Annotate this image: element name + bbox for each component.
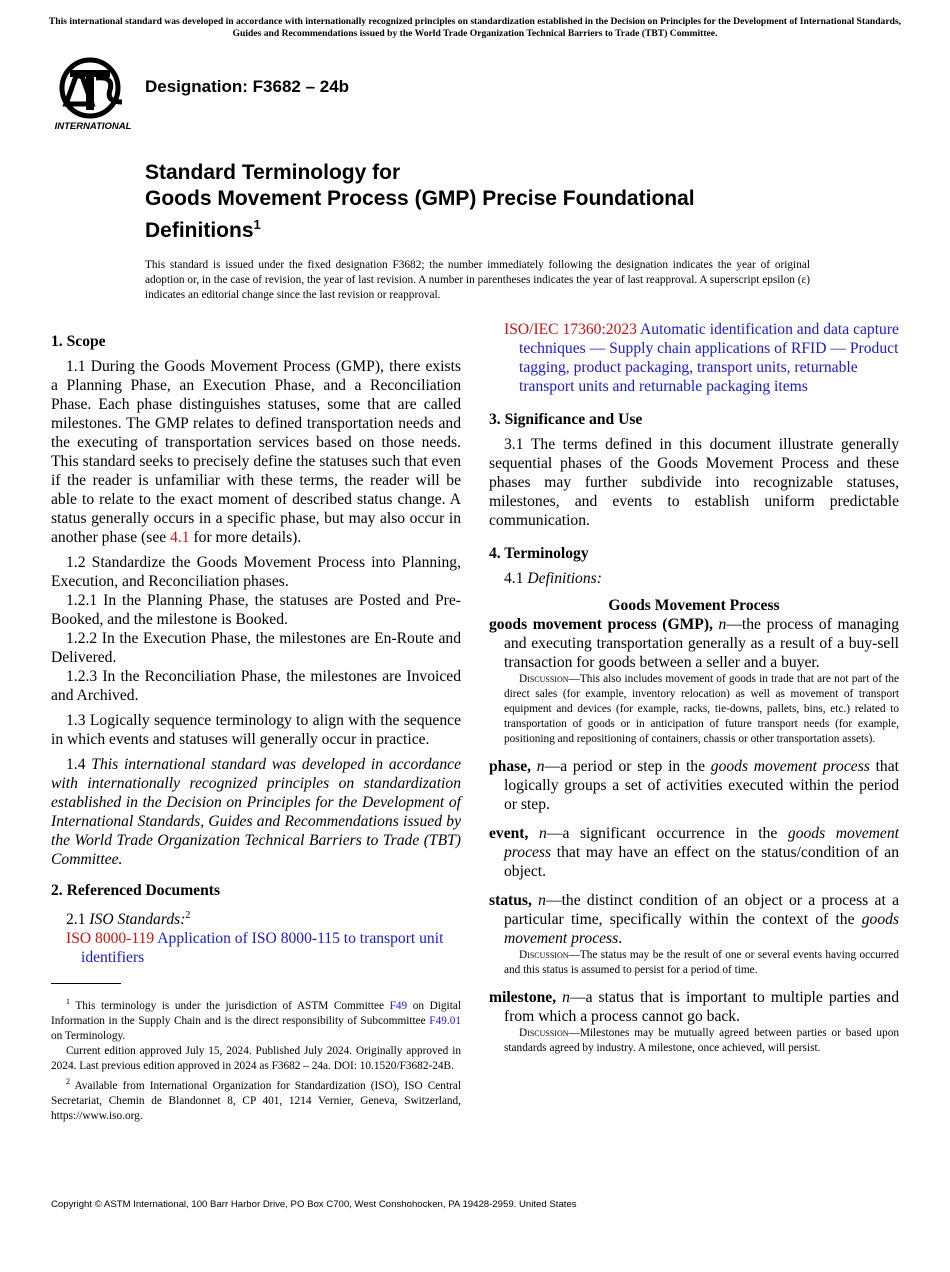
term-phase-def-b: that logically groups a set of activities executed within the period or step.	[504, 758, 899, 813]
astm-logo-icon	[52, 56, 136, 132]
term-gmp	[489, 615, 899, 747]
term-status-def-a: —the distinct condition of an object or a process at a particular time, specifically within the context of the	[504, 892, 899, 928]
term-milestone-def: —a status that is important to multiple parties and from which a process cannot go back.	[504, 989, 899, 1025]
status-disc-label: Discussion	[519, 949, 569, 961]
term-event-def-b: that may have an effect on the status/condition of an object.	[504, 844, 899, 880]
para-1-2-1: 1.2.1 In the Planning Phase, the statuses are Posted and Pre-Booked, and the milestone is Booked.	[51, 592, 461, 628]
astm-logo	[52, 56, 136, 132]
term-event	[489, 824, 899, 881]
link-4-1[interactable]: 4.1	[170, 529, 190, 546]
section-scope-heading: 1. Scope	[51, 333, 106, 350]
term-phase-pos: n	[531, 758, 545, 775]
reference-iso-iec-17360[interactable]	[504, 320, 899, 396]
title-line-1: Standard Terminology for	[145, 161, 401, 184]
term-gmp-def: —the process of managing and executing transportation generally as a result of a buy-sell transaction for goods between a seller and a buyer.	[504, 616, 899, 671]
term-phase-def-a: —a period or step in the	[544, 758, 711, 775]
reference-iso-8000-119[interactable]	[66, 929, 461, 967]
para-1-4-text: This international standard was developed in accordance with internationally recognized principles on standardization established in the Decision on Principles for the Development of International Standards, Guides and Recommendations issued by the World Trade Organization Technical Barriers to Trade (TBT) Committee.	[51, 756, 461, 868]
status-disc-text: —The status may be the result of one or several events having occurred and this status is assumed to persist for a period of time.	[504, 949, 899, 976]
para-1-4-num: 1.4	[66, 756, 92, 773]
term-phase-name: phase,	[489, 758, 532, 775]
section-significance-heading: 3. Significance and Use	[489, 411, 643, 428]
term-gmp-name: goods movement process (GMP),	[489, 616, 713, 633]
copyright-footer: Copyright © ASTM International, 100 Barr Harbor Drive, PO Box C700, West Conshohocken, PA 19428-2959. United States	[51, 1199, 577, 1210]
term-event-name: event,	[489, 825, 529, 842]
para-1-2: 1.2 Standardize the Goods Movement Process into Planning, Execution, and Reconciliation phases.	[51, 554, 461, 590]
para-1-1-text: 1.1 During the Goods Movement Process (GMP), there exists a Planning Phase, an Execution Phase, and a Reconciliation Phase. Each phase distinguishes statuses, some that are called milestones. The GMP relates to defined transportation needs and the executing of transportation services based on those needs. This standard seeks to precisely define the statuses such that even if the reader is unfamiliar with these terms, the reader will be able to relate to the exact moment of described status change. A status generally occurs in a specific phase, but may also occur in another phase (see	[51, 358, 461, 546]
para-2-1	[51, 906, 461, 929]
term-milestone-discussion	[504, 1026, 899, 1056]
para-1-1-end: for more details).	[189, 529, 302, 546]
section-refdocs-heading: 2. Referenced Documents	[51, 882, 221, 899]
fn2-sup: 2	[66, 1076, 70, 1086]
title-line-2: Goods Movement Process (GMP) Precise Foundational	[145, 187, 695, 210]
fn1-a: This terminology is under the jurisdiction of ASTM Committee	[70, 999, 390, 1012]
ref2-title[interactable]: Automatic identification and data capture techniques — Supply chain applications of RFID — Product tagging, product packaging, transport units, returnable transport units and returnable packaging items	[519, 321, 899, 395]
term-gmp-discussion	[504, 672, 899, 747]
term-milestone-pos: n	[556, 989, 570, 1006]
fn1-c: on Terminology.	[51, 1029, 126, 1042]
ref2-code[interactable]: ISO/IEC 17360:2023	[504, 321, 637, 338]
para-4-1	[489, 569, 899, 588]
para-1-1	[51, 357, 461, 547]
term-milestone-name: milestone,	[489, 989, 557, 1006]
title-footnote-mark: 1	[253, 217, 261, 232]
term-group-heading: Goods Movement Process	[608, 597, 780, 614]
term-status-def-em: goods movement process	[504, 911, 899, 947]
footnote-divider	[51, 983, 121, 984]
ref1-code[interactable]: ISO 8000-119	[66, 930, 155, 948]
para-2-1-text: ISO Standards:	[89, 911, 186, 929]
term-gmp-pos: n	[712, 616, 727, 633]
milestone-disc-text: —Milestones may be mutually agreed between parties or based upon standards agreed by industry. A milestone, once achieved, will persist.	[504, 1027, 899, 1054]
footnote-2	[51, 1074, 461, 1124]
standard-notice: This international standard was developed in accordance with internationally recognized principles on standardization established in the Decision on Principles for the Development of International Standards, Guides and Recommendations issued by the World Trade Organization Technical Barriers to Trade (TBT) Committee.	[48, 16, 902, 39]
term-milestone	[489, 988, 899, 1056]
term-event-pos: n	[528, 825, 547, 842]
term-status-def-b: .	[618, 930, 623, 947]
gmp-disc-text: —This also includes movement of goods in trade that are not part of the direct sales (for example, inventory relocation) as well as movement of transport equipment and devices (for example, racks, tie-downs, pallets, bins, etc.) related to transportation of goods or in anticipation of future transport needs (for example, positioning and repositioning of containers, chassis or other transportation assets).	[504, 673, 899, 745]
logo-sub-text: INTERNATIONAL	[54, 121, 132, 132]
title-line-3: Definitions	[145, 219, 254, 242]
term-event-def-a: —a significant occurrence in the	[546, 825, 788, 842]
designation: Designation: F3682 – 24b	[145, 77, 350, 96]
ref1-title[interactable]: Application of ISO 8000-115 to transport unit identifiers	[81, 930, 444, 967]
para-1-2-2: 1.2.2 In the Execution Phase, the milestones are En-Route and Delivered.	[51, 630, 461, 666]
term-status-pos: n	[531, 892, 546, 909]
term-phase	[489, 757, 899, 814]
para-1-4	[51, 755, 461, 869]
left-column	[51, 332, 461, 1124]
fn1-link-f49[interactable]: F49	[389, 999, 408, 1012]
para-1-2-3: 1.2.3 In the Reconciliation Phase, the milestones are Invoiced and Archived.	[51, 668, 461, 704]
footnote-1	[51, 994, 461, 1044]
para-3-1: 3.1 The terms defined in this document illustrate generally sequential phases of the Goods Movement Process and these phases may further subdivide into recognizable statuses, milestones, and events to establish uniform predictable communication.	[489, 436, 899, 529]
term-status-discussion	[504, 948, 899, 978]
footnote-1-edition: Current edition approved July 15, 2024. Published July 2024. Originally approved in 2024. Last previous edition approved in 2024 as F3682 – 24a. DOI: 10.1520/F3682-24B.	[51, 1044, 461, 1072]
document-title	[145, 160, 845, 244]
fn1-sup: 1	[66, 997, 70, 1007]
gmp-disc-label: Discussion	[519, 673, 569, 685]
para-4-1-num: 4.1	[504, 570, 528, 587]
section-terminology-heading: 4. Terminology	[489, 545, 589, 562]
term-status-name: status,	[489, 892, 532, 909]
para-1-3: 1.3 Logically sequence terminology to align with the sequence in which events and statuses will generally occur in practice.	[51, 712, 461, 748]
fn2-text: Available from International Organization for Standardization (ISO), ISO Central Secretariat, Chemin de Blandonnet 8, CP 401, 1214 Vernier, Geneva, Switzerland, https://www.iso.org.	[51, 1079, 461, 1122]
milestone-disc-label: Discussion	[519, 1027, 569, 1039]
para-2-1-sup: 2	[185, 910, 191, 921]
intro-paragraph: This standard is issued under the fixed designation F3682; the number immediately following the designation indicates the year of original adoption or, in the case of revision, the year of last revision. A number in parentheses indicates the year of last reapproval. A superscript epsilon (ε) indicates an editorial change since the last revision or reapproval.	[145, 259, 810, 301]
right-column	[489, 321, 899, 1066]
term-status	[489, 891, 899, 978]
term-event-def-em: goods movement process	[504, 825, 899, 861]
term-phase-def-em: goods movement process	[710, 758, 870, 775]
para-4-1-text: Definitions:	[527, 570, 602, 587]
para-2-1-num: 2.1	[66, 911, 90, 929]
fn1-link-f4901[interactable]: F49.01	[429, 1014, 461, 1027]
fn1-b: on Digital Information in the Supply Chain and is the direct responsibility of Subcommittee	[51, 999, 461, 1027]
